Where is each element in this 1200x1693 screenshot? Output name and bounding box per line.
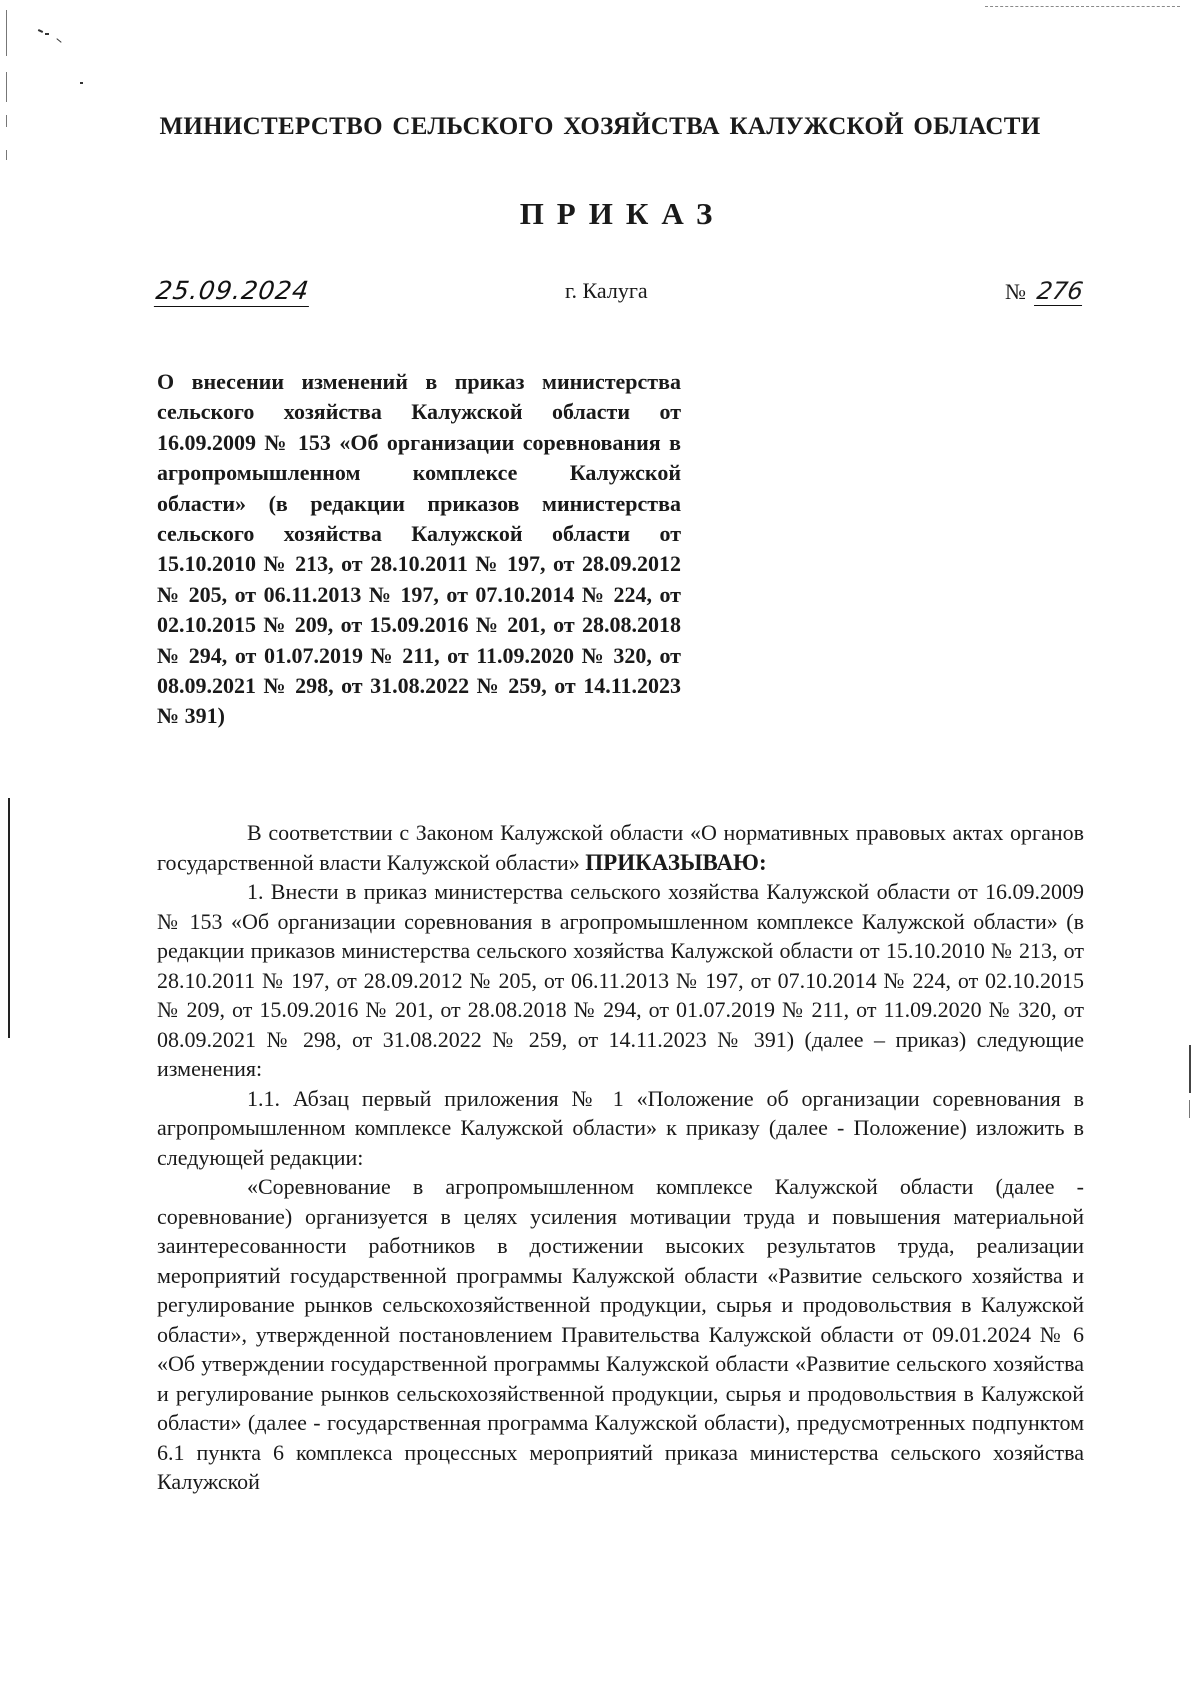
document-city: г. Калуга [565,278,648,303]
document-date: 25.09.2024 [154,276,312,305]
document-type: ПРИКАЗ [519,196,726,231]
number-value: 276 [1034,277,1085,305]
ministry-name: МИНИСТЕРСТВО СЕЛЬСКОГО ХОЗЯЙСТВА КАЛУЖСКОЙ ОБЛАСТИ [159,113,1041,140]
document-meta [0,276,1200,316]
scan-edge-line [985,6,1180,7]
document-title: О внесении изменений в приказ министерства сельского хозяйства Калужской области от 16.09.2009 № 153 «Об организации соревнования в агропромышленном комплексе Калужской области» (в редакции приказов министерства сельского хозяйства Калужской области от 15.10.2010 № 213, от 28.10.2011 № 197, от 28.09.2012 № 205, от 06.11.2013 № 197, от 07.10.2014 № 224, от 02.10.2015 № 209, от 15.09.2016 № 201, от 28.08.2018 № 294, от 01.07.2019 № 211, от 11.09.2020 № 320, от 08.09.2021 № 298, от 31.08.2022 № 259, от 14.11.2023 № 391) [157,369,681,729]
preamble-text: В соответствии с Законом Калужской области «О нормативных правовых актах органов государственной власти Калужской области» [157,820,1084,875]
scan-edge-bar-right [1189,1045,1191,1093]
scan-specks [30,20,110,100]
item-1-1-paragraph: 1.1. Абзац первый приложения № 1 «Положение об организации соревнования в агропромышленном комплексе Калужской области» к приказу (далее - Положение) изложить в следующей редакции: [157,1085,1084,1170]
document-number [1005,277,1083,306]
number-sign: № [1005,279,1026,304]
scan-edge-bar [8,798,10,1038]
preamble-paragraph [157,818,1084,877]
scan-edge-bar-right-small [1189,1100,1190,1118]
quoted-paragraph: «Соревнование в агропромышленном комплексе Калужской области (далее - соревнование) организуется в целях усиления мотивации труда и повышения материальной заинтересованности работников в достижении высоких результатов труда, реализации мероприятий государственной программы Калужской области «Развитие сельского хозяйства и регулирование рынков сельскохозяйственной продукции, сырья и продовольствия в Калужской области», утвержденной постановлением Правительства Калужской области от 09.01.2024 № 6 «Об утверждении государственной программы Калужской области «Развитие сельского хозяйства и регулирование рынков сельскохозяйственной продукции, сырья и продовольствия в Калужской области» (далее - государственная программа Калужской области), предусмотренных подпунктом 6.1 пункта 6 комплекса процессных мероприятий приказа министерства сельского хозяйства Калужской [157,1174,1084,1494]
order-word: ПРИКАЗЫВАЮ: [585,849,767,875]
document-body [157,818,1084,1497]
item-1-paragraph: 1. Внести в приказ министерства сельского хозяйства Калужской области от 16.09.2009 № 153 «Об организации соревнования в агропромышленном комплексе Калужской области» (в редакции приказов министерства сельского хозяйства Калужской области от 15.10.2010 № 213, от 28.10.2011 № 197, от 28.09.2012 № 205, от 06.11.2013 № 197, от 07.10.2014 № 224, от 02.10.2015 № 209, от 15.09.2016 № 201, от 28.08.2018 № 294, от 01.07.2019 № 211, от 11.09.2020 № 320, от 08.09.2021 № 298, от 31.08.2022 № 259, от 14.11.2023 № 391) (далее – приказ) следующие изменения: [157,879,1084,1081]
